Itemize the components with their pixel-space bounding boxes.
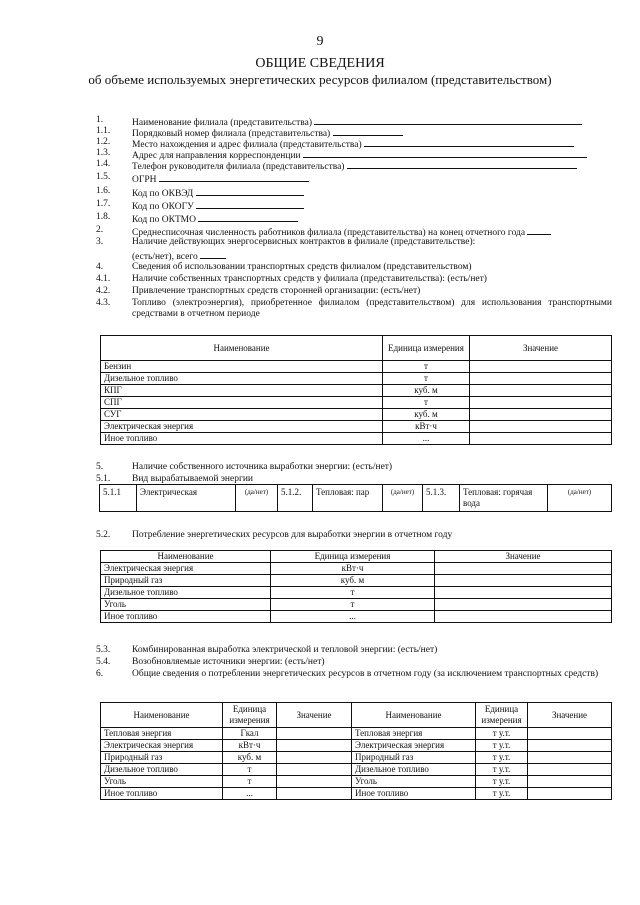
cell-name: Иное топливо	[101, 611, 271, 623]
table-row	[101, 563, 612, 575]
item-text: Наличие действующих энергосервисных контрактов в филиале (представительстве):	[132, 237, 476, 247]
column-header: Единица измерения	[476, 703, 528, 728]
cell-name: Дизельное топливо	[352, 764, 476, 776]
column-header: Значение	[435, 551, 612, 563]
item-number: 5.2.	[96, 530, 111, 540]
cell-value[interactable]	[277, 788, 352, 800]
cell-value[interactable]	[470, 421, 612, 433]
item-number: 4.2.	[96, 286, 111, 296]
cell-unit: куб. м	[383, 385, 470, 397]
column-header: Наименование	[101, 336, 383, 361]
cell-name: Иное топливо	[101, 433, 383, 445]
energy-type-choice[interactable]: (да/нет)	[383, 485, 423, 512]
page-title: ОБЩИЕ СВЕДЕНИЯ	[255, 56, 385, 71]
fill-line[interactable]	[303, 148, 587, 158]
cell-unit: кВт·ч	[383, 421, 470, 433]
item-number: 1.4.	[96, 159, 111, 169]
item-number: 5.3.	[96, 645, 111, 655]
column-header: Наименование	[352, 703, 476, 728]
page-subtitle: об объеме используемых энергетических ресурсов филиалом (представительством)	[88, 72, 552, 87]
cell-unit: куб. м	[271, 575, 435, 587]
item-text: Вид вырабатываемой энергии	[132, 474, 254, 484]
cell-name: Электрическая энергия	[101, 563, 271, 575]
cell-name: Природный газ	[101, 575, 271, 587]
table-row	[101, 740, 612, 752]
item-number: 1.8.	[96, 212, 111, 222]
table-row	[101, 409, 612, 421]
table-row	[100, 485, 612, 512]
item-text: Сведения об использовании транспортных средств филиалом (представительством)	[132, 262, 472, 272]
table-header-row	[101, 551, 612, 563]
table-header-row	[101, 336, 612, 361]
cell-unit: т у.т.	[476, 728, 528, 740]
cell-name: КПГ	[101, 385, 383, 397]
item-text: Порядковый номер филиала (представительства)	[132, 129, 331, 139]
cell-unit: т	[383, 373, 470, 385]
column-header: Единица измерения	[383, 336, 470, 361]
cell-name: Иное топливо	[101, 788, 223, 800]
cell-unit: кВт·ч	[223, 740, 277, 752]
table-row	[101, 752, 612, 764]
table-row	[101, 611, 612, 623]
item-number: 1.5.	[96, 172, 111, 182]
column-header: Наименование	[101, 703, 223, 728]
cell-unit: т	[271, 599, 435, 611]
table-row	[101, 776, 612, 788]
item-number: 4.	[96, 262, 104, 272]
fill-line[interactable]	[159, 172, 309, 182]
item-text: Комбинированная выработка электрической и тепловой энергии: (есть/нет)	[132, 645, 438, 655]
table-row	[101, 728, 612, 740]
energy-type-number: 5.1.2.	[278, 485, 313, 512]
cell-unit: т у.т.	[476, 776, 528, 788]
cell-value[interactable]	[435, 599, 612, 611]
item-text: Потребление энергетических ресурсов для выработки энергии в отчетном году	[132, 530, 453, 540]
column-header: Значение	[277, 703, 352, 728]
cell-name: Уголь	[352, 776, 476, 788]
cell-value[interactable]	[277, 764, 352, 776]
cell-unit: т	[383, 397, 470, 409]
item-text: Код по ОКВЭД	[132, 189, 194, 199]
cell-name: Иное топливо	[352, 788, 476, 800]
item-text: Среднесписочная численность работников филиала (представительства) на конец отчетного года	[132, 228, 526, 238]
energy-consumption-table	[100, 702, 612, 800]
table-row	[101, 373, 612, 385]
column-header: Единица измерения	[271, 551, 435, 563]
item-text: Наличие собственных транспортных средств у филиала (представительства): (есть/нет)	[132, 274, 487, 284]
item-text: Возобновляемые источники энергии: (есть/нет)	[132, 657, 325, 667]
cell-name: Природный газ	[101, 752, 223, 764]
column-header: Значение	[528, 703, 612, 728]
column-header: Единица измерения	[223, 703, 277, 728]
column-header: Значение	[470, 336, 612, 361]
table-row	[101, 788, 612, 800]
table-row	[101, 599, 612, 611]
item-text: Код по ОКОГУ	[132, 202, 194, 212]
item-number: 3.	[96, 237, 104, 247]
cell-name: Электрическая энергия	[101, 421, 383, 433]
cell-name: Дизельное топливо	[101, 587, 271, 599]
energy-type-name: Тепловая: горячая вода	[460, 485, 548, 512]
item-text: Код по ОКТМО	[132, 215, 196, 225]
table-row	[101, 433, 612, 445]
cell-unit: т у.т.	[476, 740, 528, 752]
cell-unit: т	[223, 776, 277, 788]
cell-name: Уголь	[101, 599, 271, 611]
cell-unit: куб. м	[383, 409, 470, 421]
fill-line[interactable]	[196, 199, 304, 209]
fill-line[interactable]	[200, 249, 226, 259]
cell-unit: т у.т.	[476, 764, 528, 776]
cell-unit: т	[383, 361, 470, 373]
fill-line[interactable]	[196, 186, 304, 196]
cell-name: Бензин	[101, 361, 383, 373]
item-text: (есть/нет), всего	[132, 252, 198, 262]
cell-value[interactable]	[470, 433, 612, 445]
cell-value[interactable]	[435, 611, 612, 623]
column-header: Наименование	[101, 551, 271, 563]
cell-name: Тепловая энергия	[101, 728, 223, 740]
item-number: 1.2.	[96, 137, 111, 147]
cell-value[interactable]	[470, 385, 612, 397]
item-text: Привлечение транспортных средств сторонней организации: (есть/нет)	[132, 286, 421, 296]
cell-name: Дизельное топливо	[101, 764, 223, 776]
cell-name: Электрическая энергия	[101, 740, 223, 752]
energy-type-choice[interactable]: (да/нет)	[548, 485, 612, 512]
cell-value[interactable]	[470, 397, 612, 409]
generation-consumption-table	[100, 550, 612, 623]
item-number: 4.1.	[96, 274, 111, 284]
cell-value[interactable]	[277, 776, 352, 788]
cell-name: СУГ	[101, 409, 383, 421]
cell-value[interactable]	[277, 728, 352, 740]
cell-name: Электрическая энергия	[352, 740, 476, 752]
cell-unit: т	[271, 587, 435, 599]
item-number: 1.7.	[96, 199, 111, 209]
item-number: 1.6.	[96, 186, 111, 196]
cell-name: Дизельное топливо	[101, 373, 383, 385]
cell-value[interactable]	[528, 740, 612, 752]
item-text: Телефон руководителя филиала (представительства)	[132, 162, 345, 172]
table-row	[101, 575, 612, 587]
item-text: Наименование филиала (представительства)	[132, 118, 312, 128]
page-number: 9	[316, 34, 324, 49]
cell-unit: кВт·ч	[271, 563, 435, 575]
item-number: 1.1.	[96, 126, 111, 136]
item-text: Место нахождения и адрес филиала (представительства)	[132, 140, 362, 150]
item-number: 5.	[96, 462, 104, 472]
table-row	[101, 421, 612, 433]
cell-value[interactable]	[470, 361, 612, 373]
energy-type-number: 5.1.3.	[423, 485, 460, 512]
transport-fuel-table	[100, 335, 612, 445]
cell-value[interactable]	[528, 764, 612, 776]
fill-line[interactable]	[347, 159, 577, 169]
cell-unit: Гкал	[223, 728, 277, 740]
cell-name: Тепловая энергия	[352, 728, 476, 740]
cell-value[interactable]	[528, 728, 612, 740]
energy-type-name: Электрическая	[137, 485, 236, 512]
fill-line[interactable]	[333, 126, 403, 136]
fill-line[interactable]	[198, 212, 298, 222]
item-text: Адрес для направления корреспонденции	[132, 151, 301, 161]
item-number: 2.	[96, 225, 104, 235]
cell-value[interactable]	[277, 752, 352, 764]
cell-value[interactable]	[528, 776, 612, 788]
cell-value[interactable]	[528, 788, 612, 800]
energy-type-name: Тепловая: пар	[313, 485, 383, 512]
item-number: 5.4.	[96, 657, 111, 667]
item-number: 6.	[96, 669, 104, 679]
item-number: 4.3.	[96, 298, 111, 308]
cell-value[interactable]	[277, 740, 352, 752]
item-text: ОГРН	[132, 175, 157, 185]
fill-line[interactable]	[364, 137, 574, 147]
cell-value[interactable]	[470, 373, 612, 385]
fill-line[interactable]	[527, 225, 551, 235]
cell-unit: ...	[271, 611, 435, 623]
cell-name: Природный газ	[352, 752, 476, 764]
energy-type-table	[99, 484, 612, 512]
item-number: 1.	[96, 115, 104, 125]
cell-value[interactable]	[435, 587, 612, 599]
cell-value[interactable]	[528, 752, 612, 764]
cell-name: СПГ	[101, 397, 383, 409]
table-header-row	[101, 703, 612, 728]
item-number: 1.3.	[96, 148, 111, 158]
item-number: 5.1.	[96, 474, 111, 484]
table-row	[101, 397, 612, 409]
cell-unit: ...	[223, 788, 277, 800]
cell-value[interactable]	[435, 575, 612, 587]
item-text: Топливо (электроэнергия), приобретенное филиалом (представительством) для использования транспортными средствами в отчетном периоде	[132, 298, 612, 319]
table-row	[101, 361, 612, 373]
cell-unit: куб. м	[223, 752, 277, 764]
cell-value[interactable]	[470, 409, 612, 421]
table-row	[101, 764, 612, 776]
table-row	[101, 385, 612, 397]
item-text: Общие сведения о потреблении энергетических ресурсов в отчетном году (за исключением транспортных средств)	[132, 669, 599, 679]
cell-name: Уголь	[101, 776, 223, 788]
item-text: Наличие собственного источника выработки энергии: (есть/нет)	[132, 462, 393, 472]
energy-type-number: 5.1.1	[100, 485, 137, 512]
cell-value[interactable]	[435, 563, 612, 575]
cell-unit: ...	[383, 433, 470, 445]
energy-type-choice[interactable]: (да/нет)	[236, 485, 278, 512]
cell-unit: т у.т.	[476, 752, 528, 764]
table-row	[101, 587, 612, 599]
cell-unit: т у.т.	[476, 788, 528, 800]
cell-unit: т	[223, 764, 277, 776]
fill-line[interactable]	[314, 115, 582, 125]
